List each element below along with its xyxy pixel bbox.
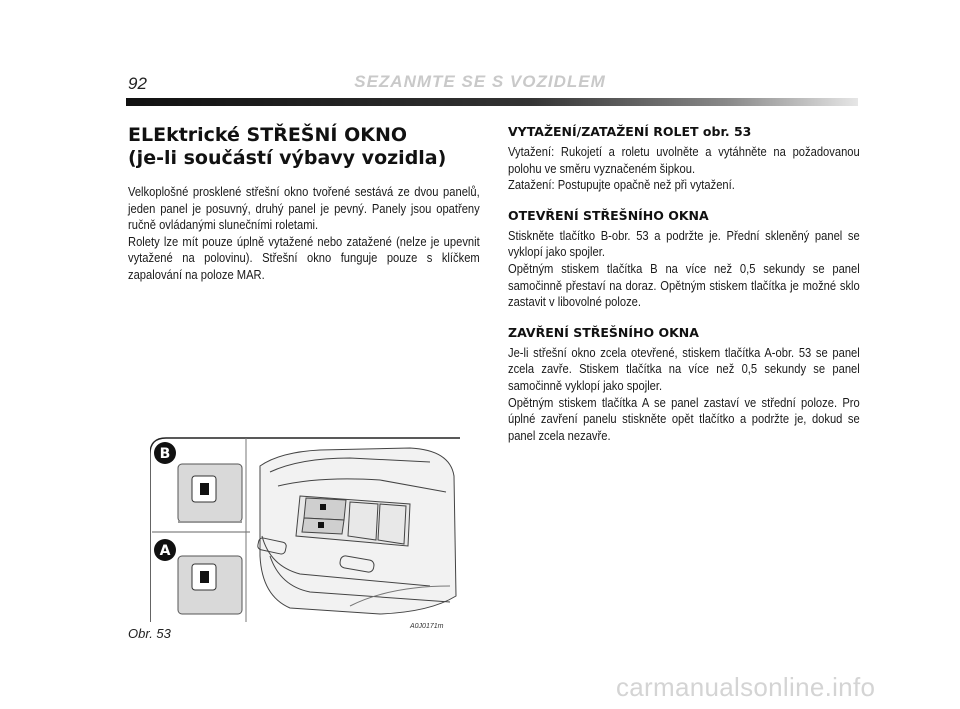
header-rule: [126, 98, 858, 106]
section-paragraph: Opětným stiskem tlačítka A se panel zastaví ve střední poloze. Pro úplné zavření panelu stiskněte opět tlačítko a podržte je, dokud se panel zcela nezavře.: [508, 394, 860, 443]
intro-paragraph-1: Velkoplošné prosklené střešní okno tvořené sestává ze dvou panelů, jeden panel je posuvný, druhý panel je pevný. Panely jsou opatřeny ručně ovládanými slunečními roletami.: [128, 184, 480, 233]
main-title-line2: (je-li součástí výbavy vozidla): [128, 147, 447, 169]
left-column: [128, 124, 480, 284]
watermark: carmanualsonline.info: [616, 672, 876, 702]
right-column: [508, 124, 860, 458]
section-paragraph: Vytažení: Rukojetí a roletu uvolněte a vytáhněte na požadovanou polohu ve směru vyznačeném šipkou.: [508, 144, 860, 176]
page-number: 92: [128, 74, 147, 93]
section-paragraph: Opětným stiskem tlačítka B na více než 0,5 sekundy se panel samočinně přestaví na doraz. Opětným stiskem tlačítka je možné sklo zastavit v libovolné poloze.: [508, 260, 860, 310]
section-paragraph: Stiskněte tlačítko B-obr. 53 a podržte je. Přední skleněný panel se vyklopí jako spojler.: [508, 227, 860, 260]
label-b: B: [159, 446, 171, 462]
switch-a-detail: [178, 556, 242, 614]
running-head: SEZANMTE SE S VOZIDLEM: [354, 72, 606, 91]
section-title: OTEVŘENÍ STŘEŠNÍHO OKNA: [508, 207, 709, 223]
overhead-console: [257, 448, 456, 614]
figure-sunroof-controls: [150, 436, 460, 622]
section-title: VYTAŽENÍ/ZATAŽENÍ ROLET obr. 53: [508, 124, 752, 139]
figure-code: A0J0171m: [410, 623, 444, 630]
label-a-badge: [154, 539, 176, 561]
intro-paragraph-2: Rolety lze mít pouze úplně vytažené nebo zatažené (nelze je upevnit vytažené na polovinu). Střešní okno funguje pouze s klíčkem zapalování na poloze MAR.: [128, 233, 480, 282]
section-blinds: [508, 124, 860, 194]
section-close-roof: [508, 325, 860, 445]
sunroof-control-illustration: [150, 436, 460, 622]
label-a: A: [159, 543, 171, 559]
switch-b-detail: [178, 464, 242, 522]
section-open-roof: [508, 208, 860, 311]
main-title-line1: ELEktrické STŘEŠNÍ OKNO: [128, 124, 408, 146]
main-title: [128, 124, 480, 170]
figure-caption: Obr. 53: [128, 626, 171, 641]
section-paragraph: Zatažení: Postupujte opačně než při vytažení.: [508, 177, 735, 193]
label-b-badge: [154, 442, 176, 464]
section-title: ZAVŘENÍ STŘEŠNÍHO OKNA: [508, 324, 699, 340]
section-paragraph: Je-li střešní okno zcela otevřené, stiskem tlačítka A-obr. 53 se panel zcela zavře. Stiskem tlačítka na více než 0,5 sekundy se panel samočinně vyklopí jako spojler.: [508, 344, 860, 393]
